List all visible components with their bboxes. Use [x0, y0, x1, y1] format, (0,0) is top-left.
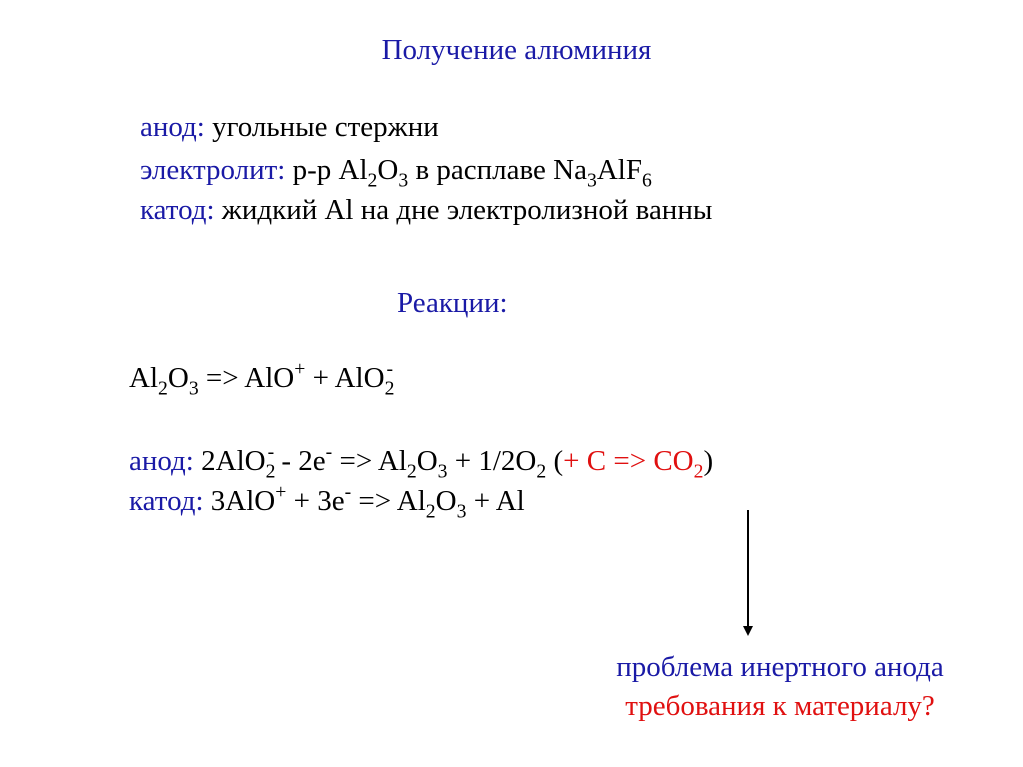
problem-line-1: проблема инертного анода — [616, 651, 944, 683]
superscript: - — [344, 480, 352, 503]
electrolyte-text: в расплаве Na — [415, 154, 587, 186]
superscript: - — [267, 440, 275, 463]
cathode-line — [140, 189, 712, 231]
electrolyte-line — [140, 149, 652, 191]
subscript: 2 — [265, 460, 276, 483]
subscript: 2 — [536, 460, 547, 483]
eq-text: + AlO — [305, 362, 385, 394]
eq-text: ) — [703, 445, 714, 477]
eq-text: 3AlO — [203, 485, 276, 517]
cathode-reaction-label: катод: — [129, 485, 204, 517]
anode-reaction — [129, 440, 713, 482]
eq-text: + Al — [466, 485, 525, 517]
electrolyte-text: AlF — [596, 154, 642, 186]
eq-text: - 2e — [274, 445, 326, 477]
eq-text: 2AlO — [193, 445, 266, 477]
problem-note — [560, 648, 1000, 726]
anode-label: анод: — [140, 111, 205, 143]
electrolyte-label: электролит: — [140, 154, 286, 186]
superscript: + — [294, 357, 306, 380]
subscript: 2 — [425, 500, 436, 523]
eq-text: + 1/2O — [447, 445, 537, 477]
down-arrow-icon — [743, 626, 753, 636]
anode-text: угольные стержни — [212, 111, 439, 143]
anode-line — [140, 106, 439, 148]
eq-text: O — [416, 445, 438, 477]
subscript: 6 — [641, 169, 652, 192]
subscript: 3 — [586, 169, 597, 192]
reactions-heading: Реакции: — [397, 287, 508, 319]
eq-text: => AlO — [198, 362, 295, 394]
subscript: 2 — [693, 460, 704, 483]
eq-text: ( — [546, 445, 564, 477]
cathode-reaction — [129, 480, 525, 522]
eq-text: => Al — [351, 485, 426, 517]
subscript: 2 — [384, 377, 395, 400]
subscript: 3 — [398, 169, 409, 192]
subscript: 3 — [437, 460, 448, 483]
subscript: 3 — [456, 500, 467, 523]
eq-text: O — [435, 485, 457, 517]
subscript: 2 — [367, 169, 378, 192]
down-arrow-line — [747, 510, 749, 630]
eq-text: O — [167, 362, 189, 394]
equation-dissociation — [129, 357, 393, 399]
page-title: Получение алюминия — [381, 34, 652, 66]
cathode-text: жидкий Al на дне электролизной ванны — [221, 194, 713, 226]
subscript: 3 — [188, 377, 199, 400]
carbon-oxidation-text: + C => CO — [563, 445, 694, 477]
cathode-label: катод: — [140, 194, 215, 226]
eq-text: + 3e — [286, 485, 345, 517]
electrolyte-text: O — [377, 154, 399, 186]
superscript: + — [275, 480, 287, 503]
anode-reaction-label: анод: — [129, 445, 194, 477]
superscript: - — [325, 440, 333, 463]
electrolyte-text: р-р Al — [292, 154, 368, 186]
subscript: 2 — [406, 460, 417, 483]
subscript: 2 — [158, 377, 168, 400]
eq-text: Al — [129, 362, 158, 394]
superscript: - — [386, 357, 394, 380]
problem-line-2: требования к материалу? — [625, 690, 935, 722]
eq-text: => Al — [332, 445, 407, 477]
